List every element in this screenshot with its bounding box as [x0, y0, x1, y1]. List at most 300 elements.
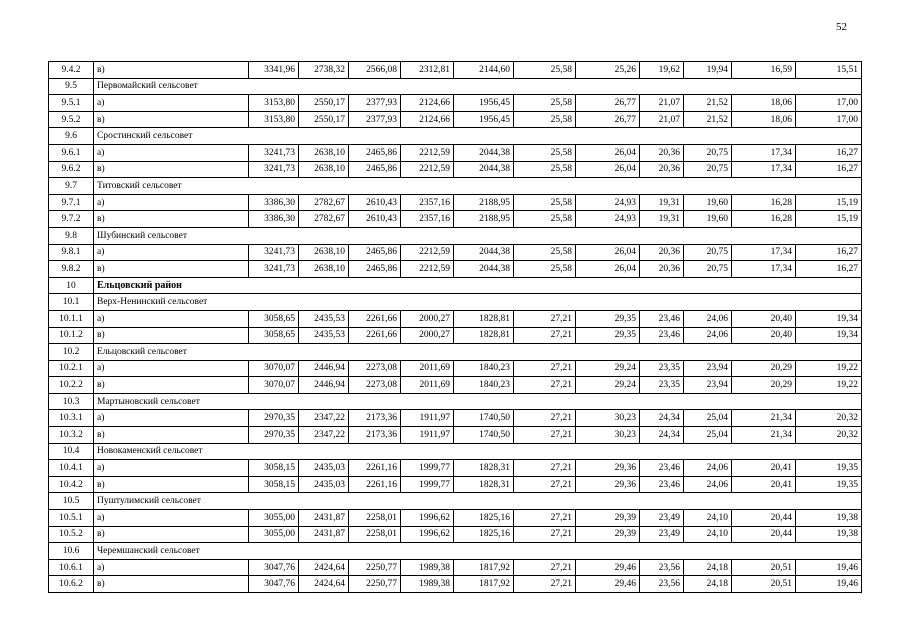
value-cell: 2011,69 — [401, 360, 454, 377]
value-cell: 23,56 — [640, 559, 684, 576]
section-name: Мартыновский сельсовет — [94, 393, 862, 410]
value-cell: 19,60 — [684, 194, 732, 211]
row-code: 10.6 — [49, 543, 94, 560]
value-cell: 3070,07 — [249, 377, 299, 394]
value-cell: 29,35 — [576, 327, 640, 344]
value-cell: 21,52 — [684, 111, 732, 128]
section-name: Ельцовский сельсовет — [94, 344, 862, 361]
value-cell: 18,06 — [732, 95, 796, 112]
row-label: в) — [94, 427, 249, 444]
value-cell: 20,41 — [732, 476, 796, 493]
value-cell: 24,34 — [640, 427, 684, 444]
table-row — [49, 244, 862, 261]
value-cell: 23,49 — [640, 510, 684, 527]
value-cell: 2250,77 — [349, 576, 401, 593]
table-row — [49, 559, 862, 576]
value-cell: 26,77 — [576, 111, 640, 128]
value-cell: 25,04 — [684, 427, 732, 444]
value-cell: 29,46 — [576, 559, 640, 576]
value-cell: 3058,65 — [249, 327, 299, 344]
value-cell: 27,21 — [514, 377, 576, 394]
value-cell: 2347,22 — [299, 410, 349, 427]
value-cell: 29,39 — [576, 526, 640, 543]
value-cell: 23,46 — [640, 476, 684, 493]
value-cell: 1828,31 — [454, 476, 514, 493]
table-row — [49, 460, 862, 477]
value-cell: 1996,62 — [401, 526, 454, 543]
value-cell: 24,34 — [640, 410, 684, 427]
value-cell: 24,10 — [684, 510, 732, 527]
value-cell: 2212,59 — [401, 244, 454, 261]
row-code: 10.4.2 — [49, 476, 94, 493]
value-cell: 23,56 — [640, 576, 684, 593]
value-cell: 2550,17 — [299, 95, 349, 112]
table-row — [49, 427, 862, 444]
value-cell: 17,34 — [732, 244, 796, 261]
value-cell: 3058,65 — [249, 310, 299, 327]
value-cell: 3241,73 — [249, 161, 299, 178]
table-row — [49, 576, 862, 593]
value-cell: 1989,38 — [401, 576, 454, 593]
value-cell: 23,35 — [640, 377, 684, 394]
value-cell: 16,59 — [732, 62, 796, 79]
value-cell: 20,44 — [732, 510, 796, 527]
value-cell: 1740,50 — [454, 427, 514, 444]
value-cell: 2435,03 — [299, 476, 349, 493]
section-row — [49, 178, 862, 195]
row-code: 10.6.2 — [49, 576, 94, 593]
value-cell: 2424,64 — [299, 559, 349, 576]
value-cell: 17,34 — [732, 144, 796, 161]
value-cell: 20,41 — [732, 460, 796, 477]
value-cell: 2273,08 — [349, 360, 401, 377]
section-name: Шубинский сельсовет — [94, 227, 862, 244]
value-cell: 25,26 — [576, 62, 640, 79]
value-cell: 19,31 — [640, 194, 684, 211]
value-cell: 19,34 — [796, 310, 862, 327]
value-cell: 2212,59 — [401, 261, 454, 278]
row-label: а) — [94, 460, 249, 477]
value-cell: 21,07 — [640, 111, 684, 128]
value-cell: 2424,64 — [299, 576, 349, 593]
value-cell: 27,21 — [514, 559, 576, 576]
value-cell: 27,21 — [514, 576, 576, 593]
value-cell: 20,36 — [640, 261, 684, 278]
value-cell: 2000,27 — [401, 310, 454, 327]
value-cell: 20,29 — [732, 360, 796, 377]
value-cell: 3386,30 — [249, 194, 299, 211]
value-cell: 2465,86 — [349, 261, 401, 278]
row-code: 10.4 — [49, 443, 94, 460]
value-cell: 23,94 — [684, 360, 732, 377]
value-cell: 21,34 — [732, 410, 796, 427]
value-cell: 25,58 — [514, 244, 576, 261]
value-cell: 29,39 — [576, 510, 640, 527]
value-cell: 3055,00 — [249, 510, 299, 527]
value-cell: 3058,15 — [249, 476, 299, 493]
value-cell: 19,31 — [640, 211, 684, 228]
value-cell: 1828,81 — [454, 310, 514, 327]
value-cell: 2377,93 — [349, 111, 401, 128]
value-cell: 1996,62 — [401, 510, 454, 527]
row-label: в) — [94, 526, 249, 543]
value-cell: 20,40 — [732, 310, 796, 327]
value-cell: 21,34 — [732, 427, 796, 444]
value-cell: 2261,66 — [349, 310, 401, 327]
section-row — [49, 128, 862, 145]
value-cell: 27,21 — [514, 327, 576, 344]
value-cell: 30,23 — [576, 427, 640, 444]
value-cell: 24,18 — [684, 559, 732, 576]
value-cell: 19,34 — [796, 327, 862, 344]
value-cell: 16,27 — [796, 261, 862, 278]
value-cell: 2188,95 — [454, 211, 514, 228]
row-code: 9.5 — [49, 78, 94, 95]
value-cell: 20,40 — [732, 327, 796, 344]
section-row — [49, 393, 862, 410]
value-cell: 25,58 — [514, 95, 576, 112]
value-cell: 1740,50 — [454, 410, 514, 427]
value-cell: 3386,30 — [249, 211, 299, 228]
value-cell: 24,10 — [684, 526, 732, 543]
value-cell: 26,04 — [576, 261, 640, 278]
section-name: Новокаменский сельсовет — [94, 443, 862, 460]
value-cell: 2188,95 — [454, 194, 514, 211]
value-cell: 23,94 — [684, 377, 732, 394]
value-cell: 30,23 — [576, 410, 640, 427]
row-label: а) — [94, 360, 249, 377]
value-cell: 27,21 — [514, 526, 576, 543]
value-cell: 19,22 — [796, 360, 862, 377]
value-cell: 20,32 — [796, 427, 862, 444]
value-cell: 2044,38 — [454, 244, 514, 261]
value-cell: 2970,35 — [249, 427, 299, 444]
value-cell: 2000,27 — [401, 327, 454, 344]
row-code: 10.1 — [49, 294, 94, 311]
section-row — [49, 493, 862, 510]
row-label: а) — [94, 559, 249, 576]
value-cell: 1828,31 — [454, 460, 514, 477]
value-cell: 2212,59 — [401, 161, 454, 178]
section-row — [49, 227, 862, 244]
value-cell: 1840,23 — [454, 360, 514, 377]
value-cell: 2435,53 — [299, 310, 349, 327]
value-cell: 1911,97 — [401, 410, 454, 427]
row-code: 10.3.1 — [49, 410, 94, 427]
value-cell: 2258,01 — [349, 510, 401, 527]
value-cell: 2347,22 — [299, 427, 349, 444]
value-cell: 27,21 — [514, 460, 576, 477]
value-cell: 20,36 — [640, 244, 684, 261]
row-code: 9.7 — [49, 178, 94, 195]
row-code: 10.5 — [49, 493, 94, 510]
value-cell: 2431,87 — [299, 526, 349, 543]
value-cell: 21,07 — [640, 95, 684, 112]
value-cell: 2435,53 — [299, 327, 349, 344]
row-label: в) — [94, 111, 249, 128]
row-label: в) — [94, 261, 249, 278]
value-cell: 2124,66 — [401, 95, 454, 112]
value-cell: 16,27 — [796, 144, 862, 161]
row-label: в) — [94, 62, 249, 79]
value-cell: 3058,15 — [249, 460, 299, 477]
value-cell: 2738,32 — [299, 62, 349, 79]
value-cell: 1956,45 — [454, 111, 514, 128]
value-cell: 2357,16 — [401, 211, 454, 228]
table-row — [49, 476, 862, 493]
value-cell: 26,04 — [576, 161, 640, 178]
value-cell: 20,51 — [732, 559, 796, 576]
value-cell: 2044,38 — [454, 261, 514, 278]
page-number: 52 — [836, 21, 847, 33]
row-code: 9.6.2 — [49, 161, 94, 178]
value-cell: 21,52 — [684, 95, 732, 112]
value-cell: 20,75 — [684, 144, 732, 161]
table-row — [49, 95, 862, 112]
table-row — [49, 360, 862, 377]
value-cell: 29,36 — [576, 460, 640, 477]
value-cell: 20,44 — [732, 526, 796, 543]
row-code: 9.4.2 — [49, 62, 94, 79]
table-row — [49, 377, 862, 394]
table-row — [49, 327, 862, 344]
row-code: 9.8 — [49, 227, 94, 244]
value-cell: 16,27 — [796, 244, 862, 261]
value-cell: 1817,92 — [454, 559, 514, 576]
section-name: Пуштулимский сельсовет — [94, 493, 862, 510]
value-cell: 2550,17 — [299, 111, 349, 128]
value-cell: 23,35 — [640, 360, 684, 377]
row-code: 9.5.2 — [49, 111, 94, 128]
value-cell: 19,60 — [684, 211, 732, 228]
value-cell: 2250,77 — [349, 559, 401, 576]
row-code: 9.5.1 — [49, 95, 94, 112]
row-code: 10.1.1 — [49, 310, 94, 327]
value-cell: 20,32 — [796, 410, 862, 427]
value-cell: 25,58 — [514, 211, 576, 228]
value-cell: 2011,69 — [401, 377, 454, 394]
table-row — [49, 194, 862, 211]
row-code: 9.6 — [49, 128, 94, 145]
section-name: Черемшанский сельсовет — [94, 543, 862, 560]
row-code: 10.3.2 — [49, 427, 94, 444]
value-cell: 2261,66 — [349, 327, 401, 344]
district-name: Ельцовский район — [94, 277, 862, 294]
value-cell: 19,35 — [796, 460, 862, 477]
value-cell: 16,28 — [732, 194, 796, 211]
value-cell: 16,27 — [796, 161, 862, 178]
value-cell: 29,46 — [576, 576, 640, 593]
value-cell: 17,34 — [732, 161, 796, 178]
value-cell: 2610,43 — [349, 194, 401, 211]
value-cell: 24,18 — [684, 576, 732, 593]
value-cell: 17,34 — [732, 261, 796, 278]
value-cell: 1911,97 — [401, 427, 454, 444]
value-cell: 25,58 — [514, 111, 576, 128]
value-cell: 2044,38 — [454, 161, 514, 178]
value-cell: 3153,80 — [249, 111, 299, 128]
value-cell: 2212,59 — [401, 144, 454, 161]
row-label: в) — [94, 377, 249, 394]
value-cell: 24,06 — [684, 327, 732, 344]
value-cell: 3241,73 — [249, 261, 299, 278]
value-cell: 23,49 — [640, 526, 684, 543]
row-label: в) — [94, 327, 249, 344]
row-code: 10.1.2 — [49, 327, 94, 344]
value-cell: 3241,73 — [249, 144, 299, 161]
table-row — [49, 211, 862, 228]
value-cell: 27,21 — [514, 410, 576, 427]
section-row — [49, 543, 862, 560]
value-cell: 1956,45 — [454, 95, 514, 112]
row-label: а) — [94, 410, 249, 427]
row-label: в) — [94, 211, 249, 228]
row-label: а) — [94, 310, 249, 327]
value-cell: 20,36 — [640, 144, 684, 161]
value-cell: 2435,03 — [299, 460, 349, 477]
value-cell: 1828,81 — [454, 327, 514, 344]
row-code: 10 — [49, 277, 94, 294]
value-cell: 16,28 — [732, 211, 796, 228]
value-cell: 2258,01 — [349, 526, 401, 543]
value-cell: 2124,66 — [401, 111, 454, 128]
row-code: 9.7.1 — [49, 194, 94, 211]
row-label: в) — [94, 476, 249, 493]
table-row — [49, 410, 862, 427]
value-cell: 25,58 — [514, 194, 576, 211]
value-cell: 1999,77 — [401, 460, 454, 477]
value-cell: 3070,07 — [249, 360, 299, 377]
value-cell: 2044,38 — [454, 144, 514, 161]
table-row — [49, 161, 862, 178]
value-cell: 1840,23 — [454, 377, 514, 394]
value-cell: 17,00 — [796, 95, 862, 112]
value-cell: 20,36 — [640, 161, 684, 178]
value-cell: 29,36 — [576, 476, 640, 493]
value-cell: 19,94 — [684, 62, 732, 79]
value-cell: 27,21 — [514, 510, 576, 527]
value-cell: 15,19 — [796, 211, 862, 228]
value-cell: 23,46 — [640, 327, 684, 344]
table-row — [49, 510, 862, 527]
value-cell: 19,38 — [796, 526, 862, 543]
row-code: 10.6.1 — [49, 559, 94, 576]
value-cell: 26,77 — [576, 95, 640, 112]
table-row — [49, 526, 862, 543]
row-label: а) — [94, 244, 249, 261]
value-cell: 1989,38 — [401, 559, 454, 576]
row-code: 9.8.1 — [49, 244, 94, 261]
table-row — [49, 261, 862, 278]
value-cell: 2782,67 — [299, 211, 349, 228]
row-label: в) — [94, 161, 249, 178]
value-cell: 2357,16 — [401, 194, 454, 211]
row-code: 10.5.2 — [49, 526, 94, 543]
value-cell: 2638,10 — [299, 144, 349, 161]
row-code: 10.3 — [49, 393, 94, 410]
value-cell: 2446,94 — [299, 360, 349, 377]
value-cell: 3055,00 — [249, 526, 299, 543]
section-row — [49, 78, 862, 95]
value-cell: 23,46 — [640, 310, 684, 327]
value-cell: 29,24 — [576, 377, 640, 394]
tariff-table — [48, 61, 862, 593]
section-name: Верх-Ненинский сельсовет — [94, 294, 862, 311]
value-cell: 24,93 — [576, 194, 640, 211]
row-code: 10.4.1 — [49, 460, 94, 477]
row-code: 9.7.2 — [49, 211, 94, 228]
value-cell: 19,46 — [796, 559, 862, 576]
row-code: 9.6.1 — [49, 144, 94, 161]
value-cell: 2610,43 — [349, 211, 401, 228]
value-cell: 20,29 — [732, 377, 796, 394]
value-cell: 2144,60 — [454, 62, 514, 79]
row-label: а) — [94, 95, 249, 112]
value-cell: 29,24 — [576, 360, 640, 377]
value-cell: 26,04 — [576, 144, 640, 161]
value-cell: 27,21 — [514, 310, 576, 327]
value-cell: 29,35 — [576, 310, 640, 327]
value-cell: 27,21 — [514, 427, 576, 444]
value-cell: 2638,10 — [299, 261, 349, 278]
value-cell: 2173,36 — [349, 427, 401, 444]
value-cell: 27,21 — [514, 360, 576, 377]
value-cell: 15,19 — [796, 194, 862, 211]
value-cell: 20,75 — [684, 244, 732, 261]
value-cell: 25,58 — [514, 161, 576, 178]
value-cell: 2261,16 — [349, 460, 401, 477]
value-cell: 19,38 — [796, 510, 862, 527]
table-row — [49, 62, 862, 79]
table-row — [49, 144, 862, 161]
table-row — [49, 111, 862, 128]
value-cell: 2273,08 — [349, 377, 401, 394]
value-cell: 1825,16 — [454, 510, 514, 527]
value-cell: 2465,86 — [349, 244, 401, 261]
value-cell: 2638,10 — [299, 244, 349, 261]
value-cell: 2465,86 — [349, 161, 401, 178]
value-cell: 2465,86 — [349, 144, 401, 161]
value-cell: 19,62 — [640, 62, 684, 79]
value-cell: 2431,87 — [299, 510, 349, 527]
value-cell: 2782,67 — [299, 194, 349, 211]
section-name: Сростинский сельсовет — [94, 128, 862, 145]
row-label: а) — [94, 510, 249, 527]
value-cell: 24,06 — [684, 310, 732, 327]
row-code: 10.2.1 — [49, 360, 94, 377]
value-cell: 20,75 — [684, 261, 732, 278]
value-cell: 3153,80 — [249, 95, 299, 112]
value-cell: 2566,08 — [349, 62, 401, 79]
value-cell: 19,35 — [796, 476, 862, 493]
value-cell: 1825,16 — [454, 526, 514, 543]
value-cell: 25,04 — [684, 410, 732, 427]
value-cell: 18,06 — [732, 111, 796, 128]
value-cell: 3341,96 — [249, 62, 299, 79]
value-cell: 1817,92 — [454, 576, 514, 593]
section-name: Титовский сельсовет — [94, 178, 862, 195]
value-cell: 2173,36 — [349, 410, 401, 427]
value-cell: 2377,93 — [349, 95, 401, 112]
row-label: в) — [94, 576, 249, 593]
value-cell: 19,46 — [796, 576, 862, 593]
value-cell: 2970,35 — [249, 410, 299, 427]
value-cell: 24,06 — [684, 476, 732, 493]
row-code: 10.5.1 — [49, 510, 94, 527]
value-cell: 2638,10 — [299, 161, 349, 178]
value-cell: 25,58 — [514, 62, 576, 79]
row-label: а) — [94, 194, 249, 211]
